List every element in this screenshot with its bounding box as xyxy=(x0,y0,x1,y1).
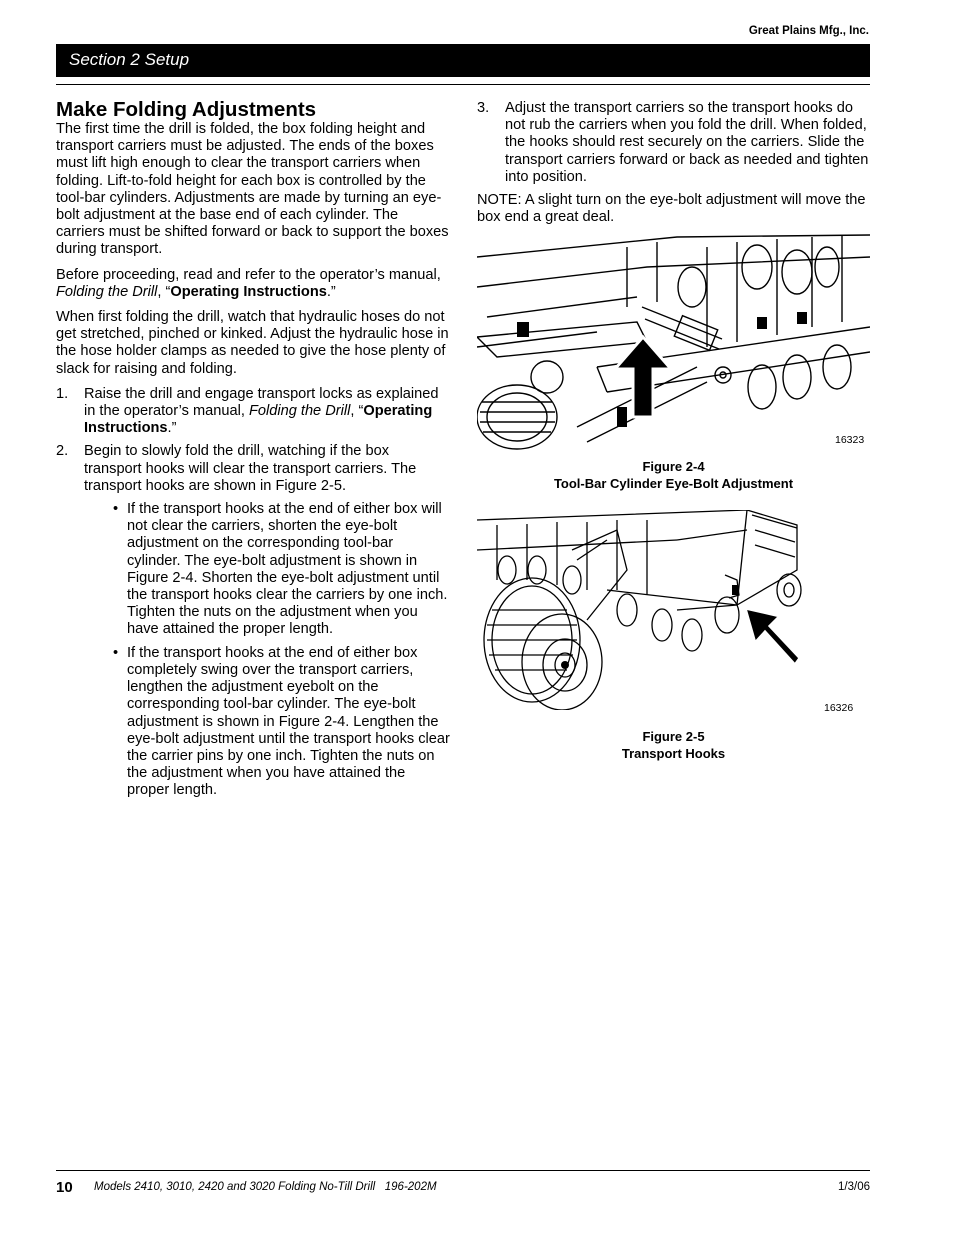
figure-2-number: Figure 2-5 xyxy=(642,729,705,744)
figure-2-title: Transport Hooks xyxy=(621,746,726,761)
bullet-lengthen xyxy=(113,645,450,800)
reference-section-name: Operating Instructions xyxy=(170,283,327,300)
intro-paragraph: The first time the drill is folded, the box folding height and transport carriers must be adjusted. The ends of the boxes must lift high enough to clear the transport carriers when folding. Lift-to-fold height for each box is controlled by the tool-bar cylinders. Adjustments are made by turning an eye-bolt adjustment at the base end of each cylinder. The carriers must be shifted forward or back to support the boxes during transport. xyxy=(56,121,449,258)
bullet-shorten xyxy=(113,501,450,639)
bullet-dot: • xyxy=(113,501,119,518)
bullet-lengthen-text: If the transport hooks at the end of either box completely swing over the transport carriers, lengthen the adjustment eyebolt on the corresponding tool-bar cylinder. The eye-bolt adjustment is shown in Figure 2-4. Lengthen the eye-bolt adjustment until the transport hooks clear the carrier pins by one inch. Tighten the nuts on the adjustment when you have attained the proper length. xyxy=(127,644,450,799)
section-title: Section 2 Setup xyxy=(69,50,190,69)
figure-2-caption xyxy=(477,728,870,762)
reference-text-sep: , “ xyxy=(157,283,171,300)
figure-1-title: Tool-Bar Cylinder Eye-Bolt Adjustment xyxy=(553,476,794,491)
step-1-number: 1. xyxy=(56,385,69,402)
reference-text: Before proceeding, read and refer to the operator’s manual, xyxy=(56,266,441,283)
reference-manual-title: Folding the Drill xyxy=(56,283,158,300)
page-number: 10 xyxy=(56,1179,73,1196)
footer-rule xyxy=(56,1170,870,1171)
hose-warning-paragraph: When first folding the drill, watch that hydraulic hoses do not get stretched, pinched or kinked. Adjust the hydraulic hose in the hose holder clamps as needed to give the hose plenty of slack for raising and folding. xyxy=(56,309,449,377)
figure-1-caption xyxy=(477,458,870,492)
header-rule xyxy=(56,84,870,85)
step-1-text-a: Raise the drill and engage transport locks as explained in the operator’s manual, xyxy=(84,385,439,420)
step-3-text: Adjust the transport carriers so the transport hooks do not rub the carriers when you fold the drill. When folded, the hooks should rest securely on the carriers. Slide the transport carriers forward or back as needed and tighten into position. xyxy=(505,100,869,185)
step-3 xyxy=(477,100,870,186)
right-column xyxy=(477,100,870,234)
step-1-text-end: .” xyxy=(167,420,177,437)
footer-date: 1/3/06 xyxy=(838,1181,870,1193)
figure-eye-bolt-illustration xyxy=(477,227,870,454)
eye-bolt-drawing xyxy=(477,227,870,454)
reference-paragraph xyxy=(56,267,450,301)
step-1-text-sep: , “ xyxy=(350,403,364,420)
step-1-manual-title: Folding the Drill xyxy=(248,403,351,420)
transport-hooks-drawing xyxy=(477,510,802,710)
step-2 xyxy=(56,443,450,495)
bullet-dot: • xyxy=(113,644,119,661)
section-header-bar xyxy=(56,44,870,77)
figure-transport-hooks-illustration xyxy=(477,510,802,710)
footer-document-title: Models 2410, 3010, 2420 and 3020 Folding No-Till Drill 196-202M xyxy=(94,1181,437,1193)
company-name: Great Plains Mfg., Inc. xyxy=(748,25,869,37)
figure-2-id: 16326 xyxy=(824,702,854,714)
reference-text-end: .” xyxy=(326,283,336,300)
step-1 xyxy=(56,386,450,438)
step-2-number: 2. xyxy=(56,443,69,460)
left-column xyxy=(56,98,450,806)
bullet-shorten-text: If the transport hooks at the end of either box will not clear the carriers, shorten the eye-bolt adjustment on the corresponding tool-bar cylinder. The eye-bolt adjustment is shown in Figure 2-4. Shorten the eye-bolt adjustment until the transport hooks clear the carriers by one inch. Tighten the nuts on the adjustment when you have attained the proper length. xyxy=(127,501,448,638)
figure-1-number: Figure 2-4 xyxy=(642,459,705,474)
figure-1-id: 16323 xyxy=(835,434,865,446)
step-2-text: Begin to slowly fold the drill, watching if the box transport hooks will clear the transport carriers. The transport hooks are shown in Figure 2-5. xyxy=(84,443,417,494)
note-paragraph: NOTE: A slight turn on the eye-bolt adjustment will move the box end a great deal. xyxy=(477,192,866,226)
page-title: Make Folding Adjustments xyxy=(56,98,317,121)
step-1-section-name: Operating Instructions xyxy=(84,403,433,437)
step-3-number: 3. xyxy=(477,100,490,116)
step-1-text xyxy=(84,386,450,438)
